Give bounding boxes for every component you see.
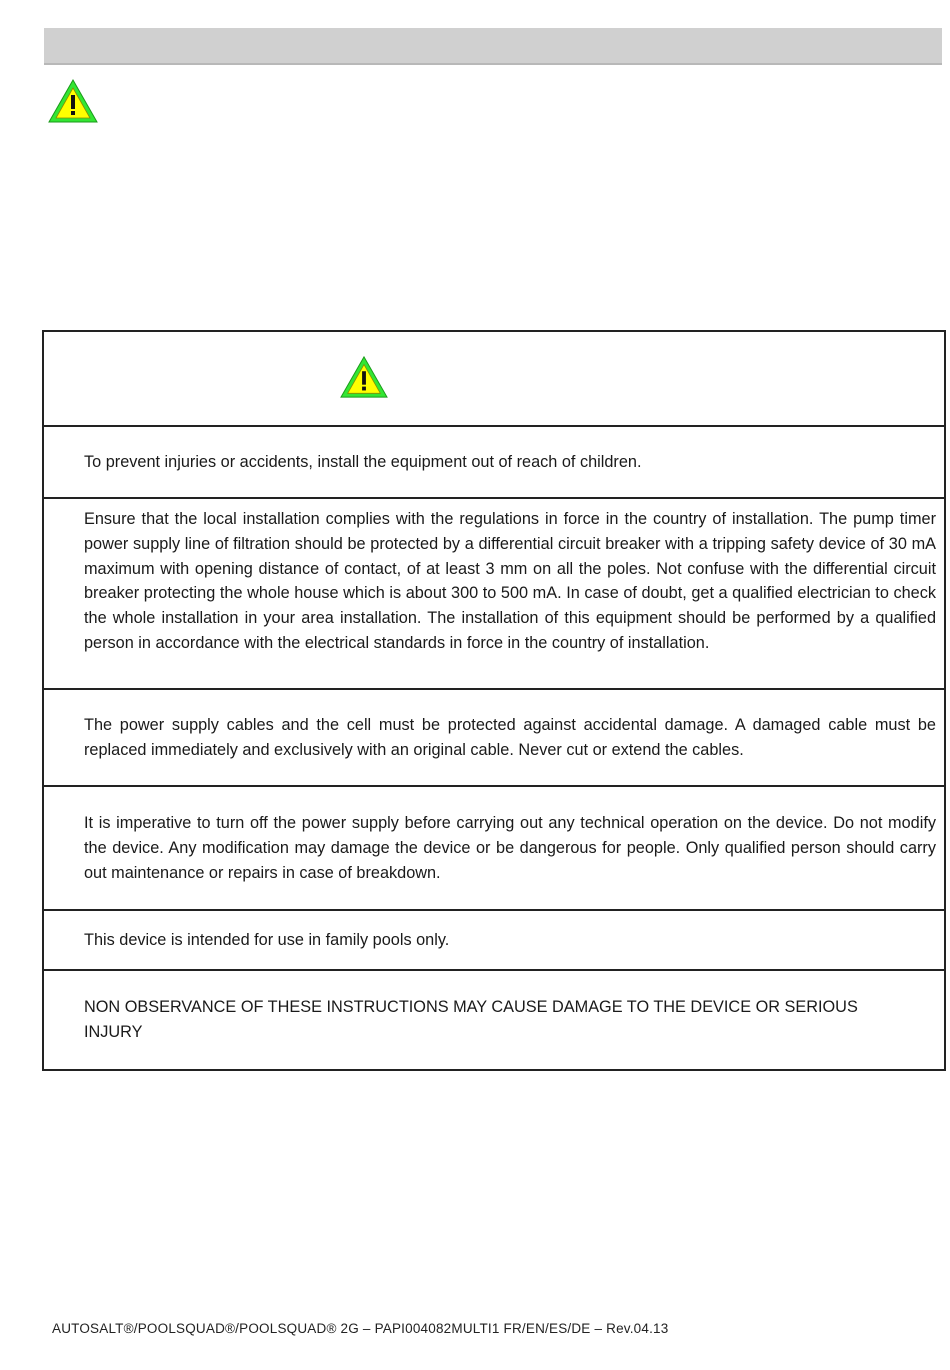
instruction-text: The power supply cables and the cell must be protected against accidental damage. A damaged cable must be replaced immediately and exclusively with an original cable. Never cut or extend the cables.: [84, 716, 936, 759]
table-row: [44, 690, 944, 787]
instruction-text: It is imperative to turn off the power supply before carrying out any technical operation on the device. Do not modify the device. Any modification may damage the device or be dangerous for people. Only qualified person should carry out maintenance or repairs in case of breakdown.: [84, 814, 936, 882]
table-row: [44, 427, 944, 499]
document-footer: AUTOSALT®/POOLSQUAD®/POOLSQUAD® 2G – PAPI004082MULTI1 FR/EN/ES/DE – Rev.04.13: [52, 1321, 669, 1336]
safety-instructions-table: [42, 330, 946, 1071]
section-header-bar: [44, 28, 942, 65]
warning-statement: NON OBSERVANCE OF THESE INSTRUCTIONS MAY CAUSE DAMAGE TO THE DEVICE OR SERIOUS INJURY: [84, 998, 858, 1041]
instruction-text: To prevent injuries or accidents, install the equipment out of reach of children.: [84, 453, 642, 471]
table-row: [44, 787, 944, 911]
table-row: [44, 499, 944, 690]
warning-triangle-icon: [48, 79, 98, 123]
instruction-text: Ensure that the local installation complies with the regulations in force in the country of installation. The pump timer power supply line of filtration should be protected by a differential circuit breaker with a tripping safety device of 30 mA maximum with opening distance of contact, of at least 3 mm on all the poles. Not confuse with the differential circuit breaker protecting the whole house which is about 300 to 500 mA. In case of doubt, get a qualified electrician to check the whole installation in your area installation. The installation of this equipment should be performed by a qualified person in accordance with the electrical standards in force in the country of installation.: [84, 510, 936, 652]
instruction-text: This device is intended for use in family pools only.: [84, 931, 450, 949]
table-header-row: [44, 332, 944, 427]
table-row: [44, 971, 944, 1069]
warning-triangle-icon: [340, 355, 388, 399]
table-row: [44, 911, 944, 971]
